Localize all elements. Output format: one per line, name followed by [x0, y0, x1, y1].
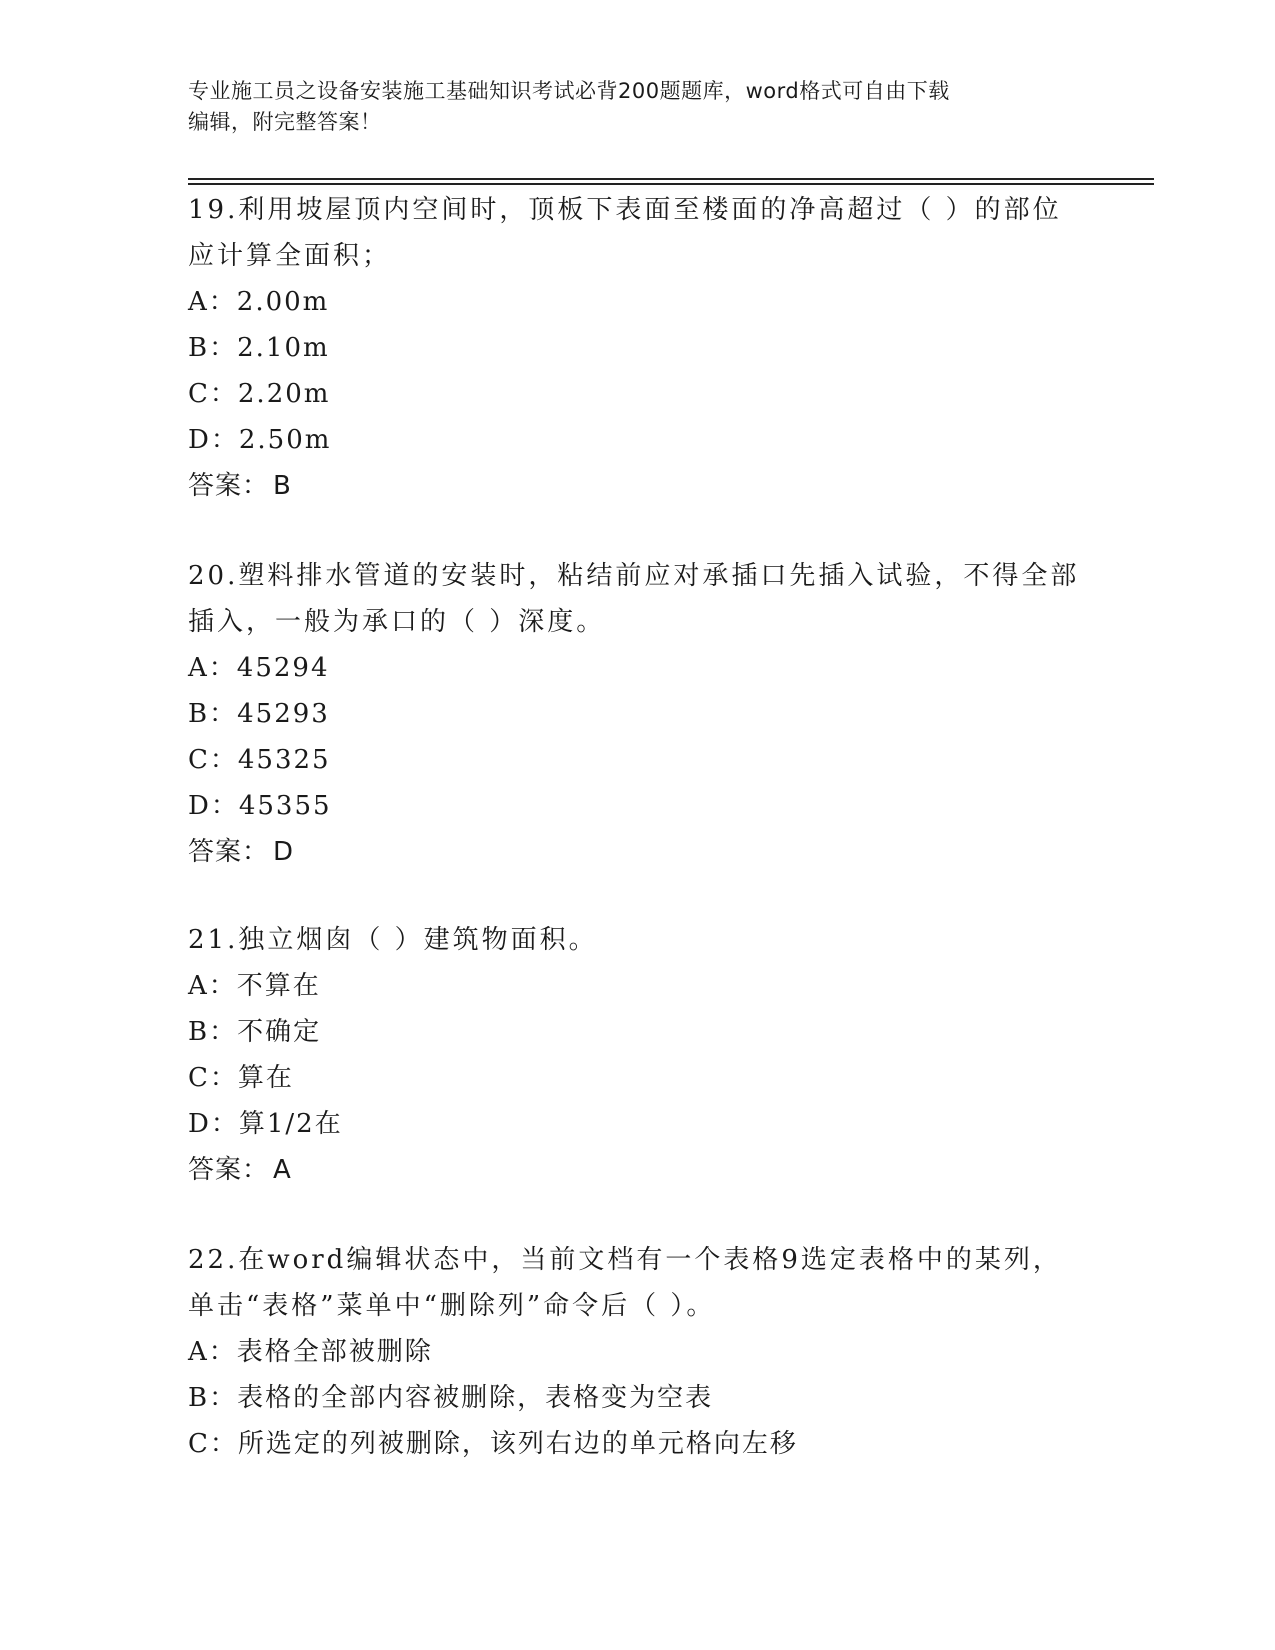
- option-c: C：算在: [188, 1063, 294, 1093]
- question-stem-line: 22.在word编辑状态中，当前文档有一个表格9选定表格中的某列，: [188, 1245, 1062, 1275]
- question-stem-line: 19.利用坡屋顶内空间时，顶板下表面至楼面的净高超过（ ）的部位: [188, 195, 1062, 225]
- answer-label: 答案：: [188, 837, 270, 867]
- answer-label: 答案：: [188, 471, 270, 501]
- question-stem-line: 20.塑料排水管道的安装时，粘结前应对承插口先插入试验，不得全部: [188, 561, 1080, 591]
- option-b: B：2.10m: [188, 333, 330, 363]
- answer-line: [188, 463, 1088, 509]
- header-line-1: 专业施工员之设备安装施工基础知识考试必背200题题库，word格式可自由下载: [188, 79, 950, 103]
- option-a: A：不算在: [188, 971, 321, 1001]
- option-d: D：算1/2在: [188, 1109, 343, 1139]
- option-b: B：表格的全部内容被删除，表格变为空表: [188, 1383, 714, 1413]
- option-c: C：45325: [188, 745, 331, 775]
- question-20: [188, 553, 1088, 875]
- option-a: A：表格全部被删除: [188, 1337, 433, 1367]
- header-divider-top: [188, 178, 1154, 180]
- answer-value: D: [273, 837, 295, 867]
- question-stem-line: 插入，一般为承口的（ ）深度。: [188, 607, 606, 637]
- answer-line: [188, 829, 1088, 875]
- answer-value: B: [273, 471, 292, 501]
- option-a: A：45294: [188, 653, 330, 683]
- option-c: C：所选定的列被删除，该列右边的单元格向左移: [188, 1429, 798, 1459]
- question-22: [188, 1237, 1088, 1467]
- header-divider-bottom: [188, 183, 1154, 185]
- question-21: [188, 917, 1088, 1193]
- header-line-2: 编辑，附完整答案！: [188, 110, 382, 134]
- option-b: B：45293: [188, 699, 330, 729]
- question-stem-line: 21.独立烟囱（ ）建筑物面积。: [188, 925, 598, 955]
- answer-label: 答案：: [188, 1155, 270, 1185]
- option-b: B：不确定: [188, 1017, 322, 1047]
- document-header: [188, 76, 1088, 138]
- question-stem-line: 单击“表格”菜单中“删除列”命令后（ ）。: [188, 1291, 716, 1321]
- option-d: D：45355: [188, 791, 332, 821]
- option-a: A：2.00m: [188, 287, 330, 317]
- option-c: C：2.20m: [188, 379, 331, 409]
- option-d: D：2.50m: [188, 425, 332, 455]
- answer-line: [188, 1147, 1088, 1193]
- question-stem-line: 应计算全面积；: [188, 241, 392, 271]
- answer-value: A: [273, 1155, 292, 1185]
- question-19: [188, 187, 1088, 509]
